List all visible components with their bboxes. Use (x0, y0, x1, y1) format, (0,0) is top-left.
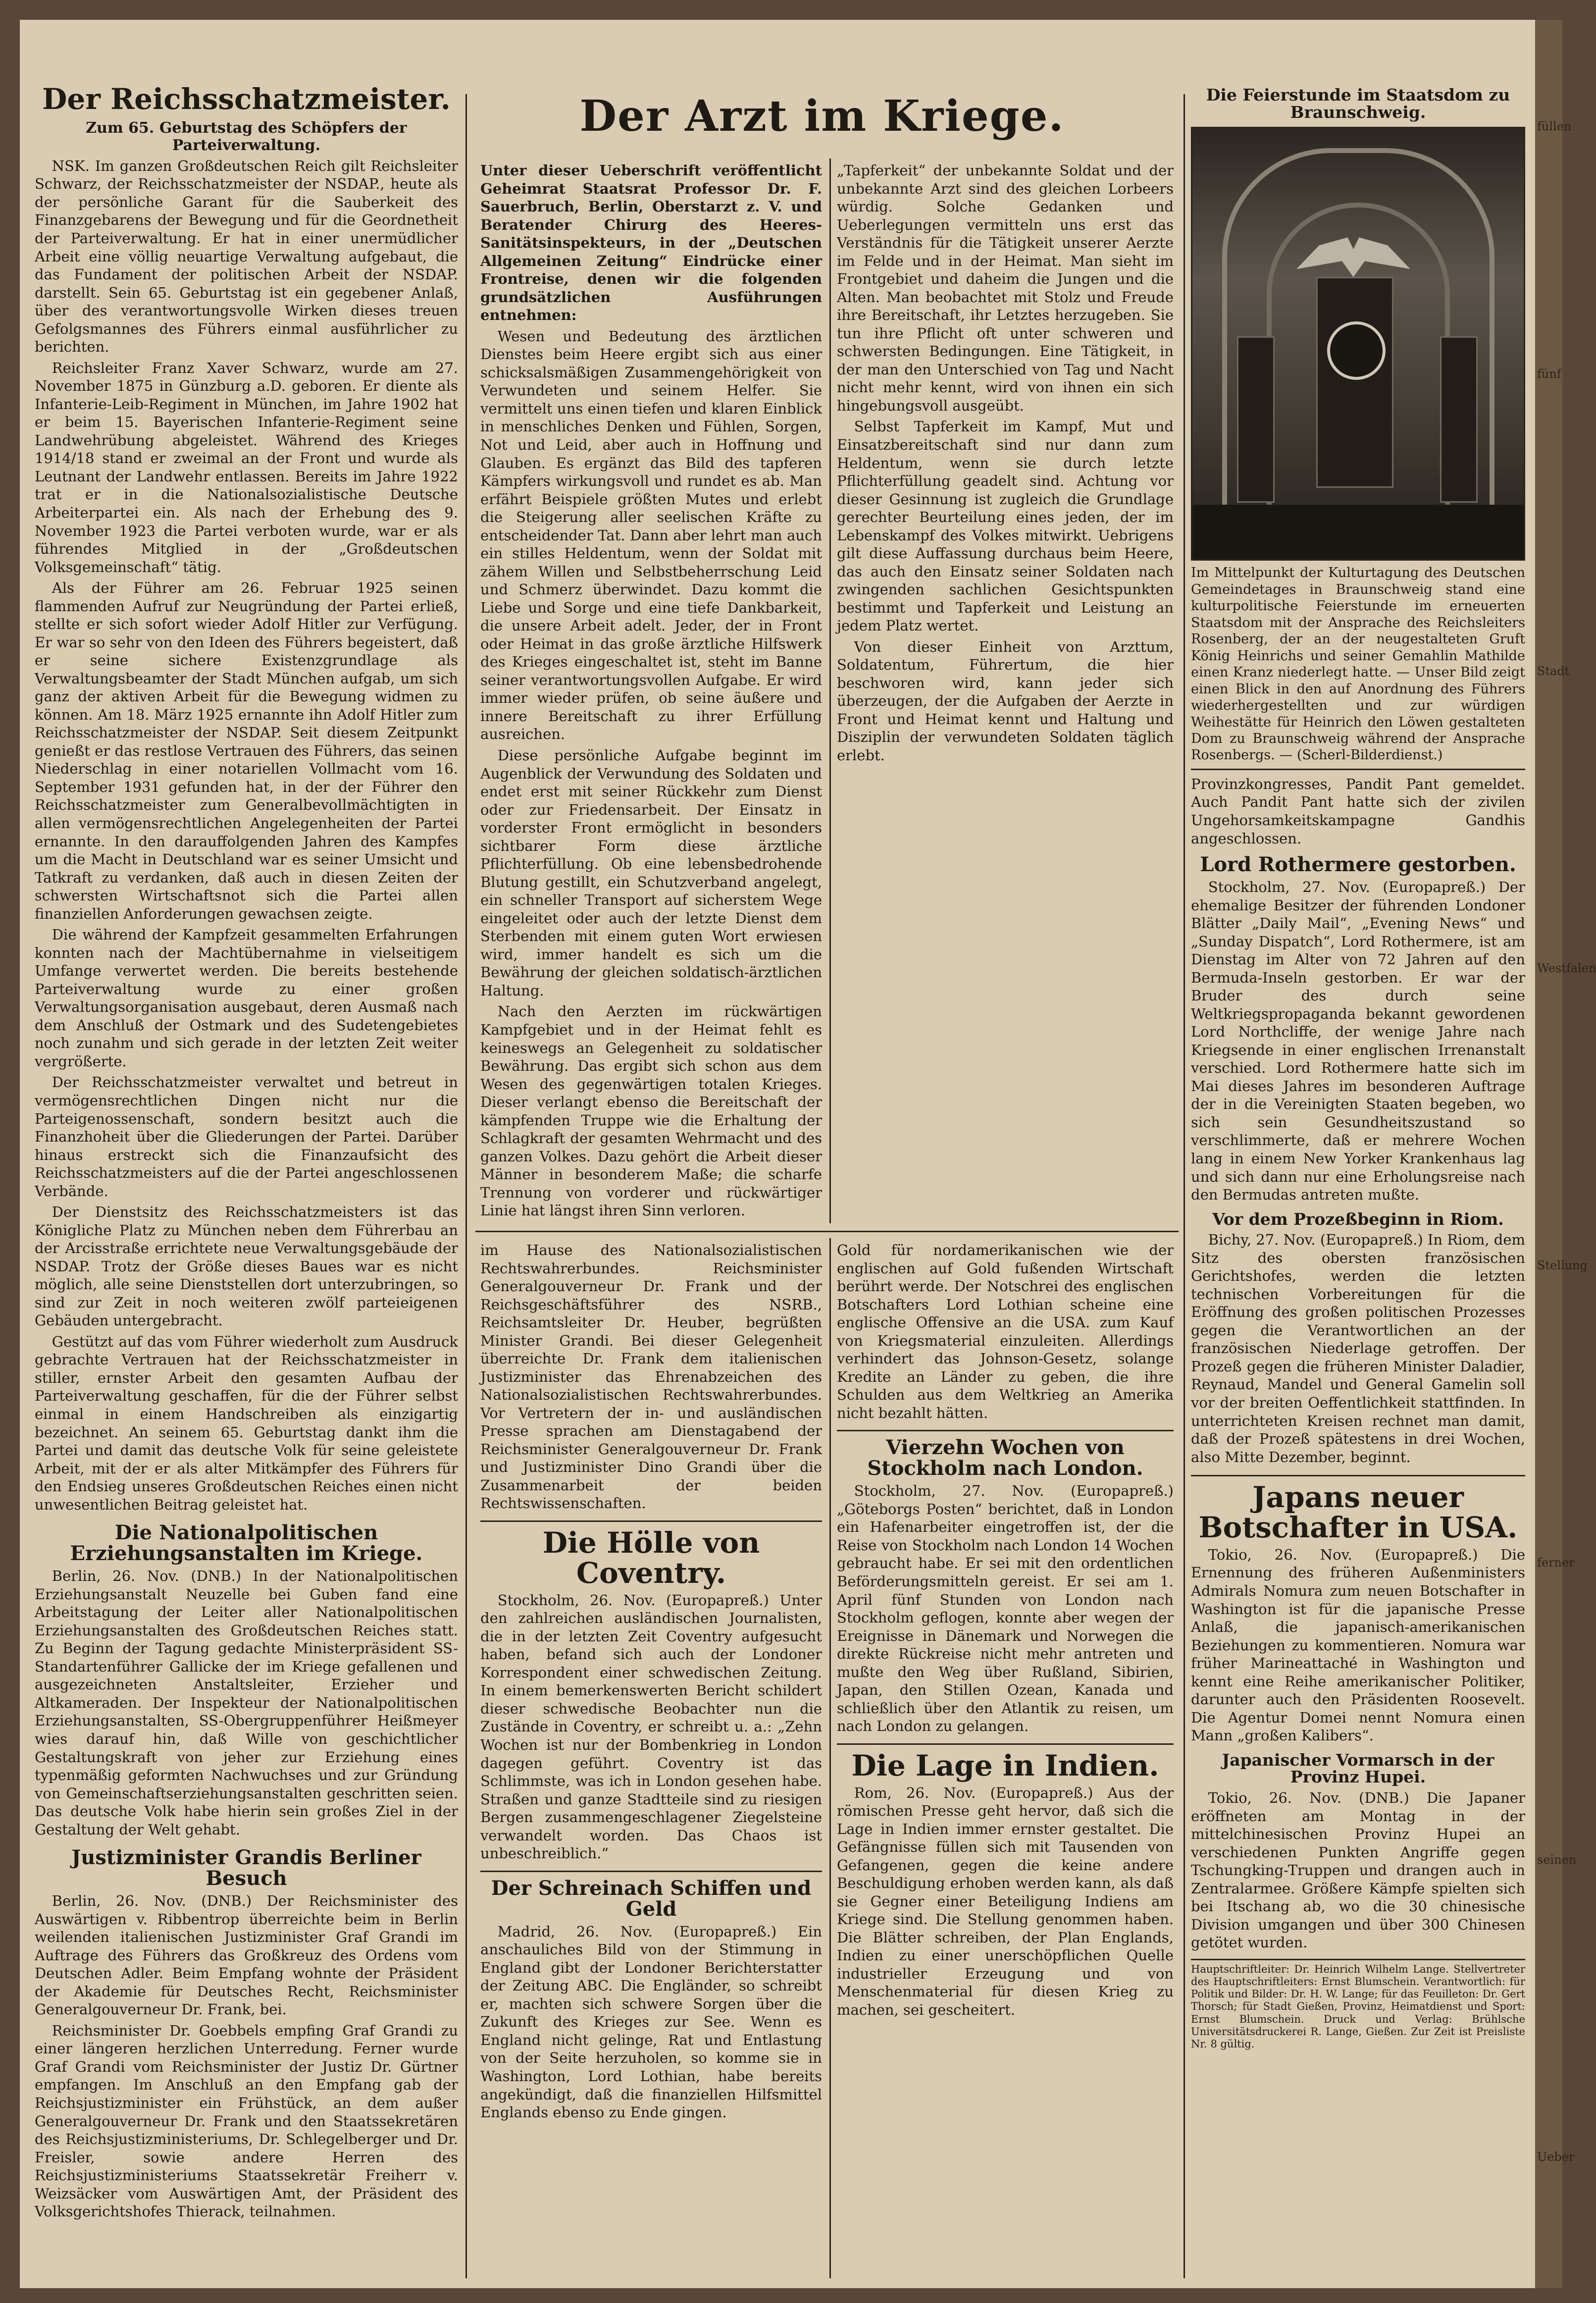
adjacent-page-fragment: fünf (1537, 367, 1561, 381)
column-rule (829, 158, 831, 1223)
adjacent-page-edge (1535, 20, 1596, 2288)
photo-title: Die Feierstunde im Staatsdom zu Braunschweig. (1206, 85, 1510, 122)
photo-caption: Im Mittelpunkt der Kulturtagung des Deutschen Gemeindetages in Braunschweig stand eine kulturpolitische Feierstunde im erneuerten Staatsdom mit der Ansprache des Reichsleiters Rosenberg, der an der neugestalteten Gruft König Heinrichs und seiner Gemahlin Mathilde einen Kranz niederlegt hatte. — Unser Bild zeigt einen Blick in den auf Anordnung des Führers wiederhergestellten und zur würdigen Weihestätte für Heinrich den Löwen gestalteten Dom zu Braunschweig während der Ansprache Rosenbergs. — (Scherl-Bilderdienst.) (1191, 565, 1525, 763)
column-rule (1184, 94, 1185, 2278)
banner-shape (1316, 277, 1393, 488)
paragraph: Provinzkongresses, Pandit Pant gemeldet. Auch Pandit Pant hatte sich der zivilen Ungehorsamkeitskampagne Gandhis angeschlossen. (1191, 775, 1525, 847)
paragraph: Der Dienstsitz des Reichsschatzmeisters ist das Königliche Platz zu München neben dem Führerbau an der Arcisstraße errichtete neue Verwaltungsgebäude der NSDAP. Trotz der Größe dieses Baues war es nicht möglich, alle seine Dienststellen dort unterzubringen, so sind zur Zeit in noch weiteren zwölf parteieigenen Gebäuden untergebracht. (35, 1204, 458, 1329)
adjacent-page-fragment: füllen (1537, 119, 1572, 133)
article-title-indien: Die Lage in Indien. (837, 1743, 1174, 1781)
adjacent-page-fragment: Westfalen (1537, 961, 1596, 975)
article-title-grandi: Justizminister Grandis Berliner Besuch (71, 1846, 421, 1890)
section-rule (475, 1231, 1179, 1232)
paragraph: Diese persönliche Aufgabe beginnt im Augenblick der Verwundung des Soldaten und endet erst mit seiner Rückkehr zum Dienst oder zur Friedensarbeit. Der Einsatz in vorderster Front ermöglicht in besonders sichtbarer Form diese ärztliche Pflichterfüllung. Ob eine lebensbedrohende Blutung gestillt, ein Schutzverband angelegt, ein schneller Transport auf sicherstem Wege eingeleitet oder auch der letzte Dienst dem Sterbenden mit einem guten Wort erwiesen wird, immer handelt es sich um die Bewährung der gleichen soldatisch-ärztlichen Haltung. (480, 747, 822, 999)
article-title-reichsschatzmeister: Der Reichsschatzmeister. (42, 82, 451, 116)
paragraph: Nach den Aerzten im rückwärtigen Kampfgebiet und in der Heimat fehlt es keineswegs an Gelegenheit zu soldatischer Bewährung. Das ergibt sich schon aus dem Wesen des gegenwärtigen totalen Krieges. Dieser verlangt ebenso die Bereitschaft der kämpfenden Truppe wie die Erhaltung der Schlagkraft der gesamten Wehrmacht und des ganzen Volkes. Dazu gehört die Arbeit dieser Männer in besonderem Maße; die scharfe Trennung von vorderer und rückwärtiger Linie hat längst ihren Sinn verloren. (480, 1003, 822, 1219)
column-rule (829, 1238, 831, 2278)
article-title-hupei: Japanischer Vormarsch in der Provinz Hupei. (1222, 1750, 1494, 1787)
paragraph: Die während der Kampfzeit gesammelten Erfahrungen konnten nach der Machtübernahme in vielseitigem Umfange verwertet werden. Die bereits bestehende Parteiverwaltung wurde zu einer großen Verwaltungsorganisation ausgebaut, deren Ausmaß nach dem Anschluß der Ostmark und des Sudetengebietes noch zunahm und sich gerade in der letzten Zeit weiter vergrößerte. (35, 926, 458, 1070)
paragraph: Stockholm, 27. Nov. (Europapreß.) „Göteborgs Posten“ berichtet, daß in London ein Hafenarbeiter eingetroffen ist, der die Reise von Stockholm nach London 14 Wochen gebraucht habe. Er sei mit den ordentlichen Beförderungsmitteln gereist. Er sei am 1. April fünf Stunden von London nach Stockholm geflogen, konnte aber wegen der Ereignisse in Dänemark und Norwegen die direkte Rückreise nicht mehr antreten und mußte den Weg über Rußland, Sibirien, Japan, den Stillen Ozean, Kanada und schließlich über den Atlantik zu reisen, um nach London zu gelangen. (837, 1482, 1174, 1735)
paragraph: Madrid, 26. Nov. (Europapreß.) Ein anschauliches Bild von der Stimmung in England gibt der Londoner Berichterstatter der Zeitung ABC. Die Engländer, so schreibt er, machten sich schwere Sorgen über die Zukunft des Krieges zur See. Wenn es England nicht gelinge, Rat und Entlastung von der Seite herzuholen, so komme sie in Washington, Lord Lothian, habe bereits angekündigt, daß die finanziellen Hilfsmittel Englands ebenso zu Ende gingen. (480, 1923, 822, 2121)
paragraph: Von dieser Einheit von Arzttum, Soldatentum, Führertum, die hier beschworen wird, kann jeder sich überzeugen, der die Aufgaben der Aerzte in Front und Heimat kennt und Haltung und Disziplin der verwundeten Soldaten täglich erlebt. (837, 638, 1174, 764)
adjacent-page-fragment: seinen (1537, 1853, 1577, 1867)
paragraph: im Hause des Nationalsozialistischen Rechtswahrerbundes. Reichsminister Generalgouverneur Dr. Frank und der Reichsgeschäftsführer des NSRB., Reichsamtsleiter Dr. Heuber, begrüßten Minister Grandi. Bei dieser Gelegenheit überreichte Dr. Frank dem italienischen Justizminister das Ehrenabzeichen des Nationalsozialistischen Rechtswahrerbundes. Vor Vertretern der in- und ausländischen Presse sprachen am Dienstagabend der Reichsminister Generalgouverneur Dr. Frank und Justizminister Dino Grandi über die Zusammenarbeit der beiden Rechtswissenschaften. (480, 1242, 822, 1512)
paragraph: Tokio, 26. Nov. (DNB.) Die Japaner eröffneten am Montag in der mittelchinesischen Provinz Hupei an verschiedenen Punkten Angriffe gegen Tschungking-Truppen und drangen auch in Zentralarmee. Größere Kämpfe spielten sich bei Itschang ab, wo die 30 chinesische Division umgangen und über 300 Chinesen getötet wurden. (1191, 1789, 1525, 1951)
paragraph: Als der Führer am 26. Februar 1925 seinen flammenden Aufruf zur Neugründung der Partei erließ, stellte er sich sofort wieder Adolf Hitler zur Verfügung. Er war so sehr von den Ideen des Führers begeistert, daß er seine sichere Existenzgrundlage als Verwaltungsbeamter der Stadt München aufgab, um sich ganz der aktiven Arbeit für die Bewegung widmen zu können. Am 18. März 1925 ernannte ihn Adolf Hitler zum Reichsschatzmeister der NSDAP. Seit diesem Zeitpunkt genießt er das restlose Vertrauen des Führers, das seinen Niederschlag in einer notariellen Vollmacht vom 16. September 1931 gefunden hat, in der der Führer den Reichsschatzmeister zum Generalbevollmächtigten in allen vermögensrechtlichen Angelegenheiten der Partei ernannte. In den darauffolgenden Jahren des Kampfes um die Macht in Deutschland war es seiner Umsicht und Tatkraft zu verdanken, daß auch in diesen Zeiten der schwersten Wirtschaftsnot sich die Partei allen finanziellen Anforderungen gewachsen zeigte. (35, 579, 458, 922)
floor-shape (1192, 505, 1524, 559)
paragraph: Rom, 26. Nov. (Europapreß.) Aus der römischen Presse geht hervor, daß sich die Lage in Indien immer ernster gestaltet. Die Gefängnisse füllen sich mit Tausenden von Gefangenen, gegen die keine andere Beschuldigung erhoben werden kann, als daß sie Gegner einer Beteiligung Indiens am Kriege sind. Die Stellung genommen haben. Die Blätter schreiben, der Plan Englands, Indien zu einer unerschöpflichen Quelle industrieller Erzeugung und von Menschenmaterial für diesen Krieg zu machen, sei gescheitert. (837, 1784, 1174, 2019)
right-column (1191, 87, 1525, 2278)
paragraph: „Tapferkeit“ der unbekannte Soldat und der unbekannte Arzt sind des gleichen Lorbeers würdig. Solche Gedanken und Ueberlegungen vermitteln uns erst das Verständnis für die Tätigkeit unserer Aerzte im Felde und in der Heimat. Man sieht im Frontgebiet und daheim die Jungen und die Alten. Man beobachtet mit Stolz und Freude ihre Bereitschaft, ihr Letztes herzugeben. Sie tun ihre Pflicht oft unter schweren und schwersten Bedingungen. Eine Tätigkeit, in der man den Unterschied von Tag und Nacht nicht mehr kennt, wird von ihnen ein sich hingebungsvoll ausgeübt. (837, 162, 1174, 414)
left-column (35, 84, 458, 2278)
paragraph: Der Reichsschatzmeister verwaltet und betreut in vermögensrechtlichen Dingen nicht nur die Parteigenossenschaft, sondern besitzt auch die Finanzhoheit über die Gliederungen der Partei. Darüber hinaus erstreckt sich die Finanzaufsicht des Reichsschatzmeisters auf die der Partei angeschlossenen Verbände. (35, 1074, 458, 1200)
center-article-right (837, 158, 1174, 1223)
paragraph: Berlin, 26. Nov. (DNB.) Der Reichsminister des Auswärtigen v. Ribbentrop überreichte beim in Berlin weilenden italienischen Justizminister Graf Grandi im Auftrage des Führers das Großkreuz des Ordens vom Deutschen Adler. Beim Empfang wohnte der Präsident der Akademie für Deutsches Recht, Reichsminister Generalgouverneur Dr. Frank, bei. (35, 1892, 458, 2018)
article-title-vierzehn-wochen: Vierzehn Wochen von Stockholm nach London. (837, 1430, 1174, 1479)
paragraph: Reichsleiter Franz Xaver Schwarz, wurde am 27. November 1875 in Günzburg a.D. geboren. Er diente als Infanterie-Leib-Regiment in München, im Jahre 1902 hat er beim 15. Bayerischen Infanterie-Regiment seine Landwehrübung abgeleistet. Während des Krieges 1914/18 stand er zweimal an der Front und wurde als Leutnant der Landwehr entlassen. Bereits im Jahre 1922 trat er in die Nationalsozialistische Deutsche Arbeiterpartei ein. Als nach der Erhebung des 9. November 1923 die Partei verboten wurde, war er als führendes Mitglied in der „Großdeutschen Volksgemeinschaft“ tätig. (35, 359, 458, 576)
section-rule (1191, 769, 1525, 770)
paragraph: Reichsminister Dr. Goebbels empfing Graf Grandi zu einer längeren herzlichen Unterredung. Ferner wurde Graf Grandi vom Reichsminister der Justiz Dr. Gürtner empfangen. Im Anschluß an den Empfang gab der Reichsjustizminister ein Frühstück, an dem außer Generalgouverneur Dr. Frank und den Staatssekretären des Reichsjustizministeriums, Dr. Schlegelberger und Dr. Freisler, sowie andere Herren des Reichsjustizministeriums Staatssekretär Freiherr v. Weizsäcker vom Auswärtigen Amt, der Präsident des Volksgerichtshofes Thierack, teilnahmen. (35, 2022, 458, 2220)
paragraph: Stockholm, 27. Nov. (Europapreß.) Der ehemalige Besitzer der führenden Londoner Blätter „Daily Mail“, „Evening News“ und „Sunday Dispatch“, Lord Rothermere, ist am Dienstag im Alter von 72 Jahren auf den Bermuda-Inseln gestorben. Er war der Bruder des durch seine Weltkriegspropaganda bekannt gewordenen Lord Northcliffe, der wenige Jahre nach Kriegsende in einer englischen Irrenanstalt verschied. Lord Rothermere hatte sich im Mai dieses Jahres im besonderen Auftrage der in die Vereinigten Staaten begeben, wo sich sein Gesundheitszustand so verschlimmerte, daß er mehrere Wochen lang in einem New Yorker Krankenhaus lag und sich dann nur eine Erholungsreise nach den Bermudas antreten mußte. (1191, 879, 1525, 1204)
article-title-riom: Vor dem Prozeßbeginn in Riom. (1212, 1209, 1504, 1229)
article-subtitle-reichsschatzmeister: Zum 65. Geburtstag des Schöpfers der Parteiverwaltung. (86, 119, 407, 154)
paragraph: Berlin, 26. Nov. (DNB.) In der Nationalpolitischen Erziehungsanstalt Neuzelle bei Guben fand eine Arbeitstagung der Leiter aller Nationalpolitischen Erziehungsanstalten des Großdeutschen Reiches statt. Zu Beginn der Tagung gedachte Ministerpräsident SS-Standartenführer Gallicke der im Kriege gefallenen und ausgezeichneten Anstaltsleiter, Erzieher und Altkameraden. Der Inspekteur der Nationalpolitischen Erziehungsanstalten, SS-Obergruppenführer Heißmeyer wies darauf hin, daß Wille von geschichtlicher Gestaltungskraft von jeher zur Erziehung eines typenmäßig geformten Nachwuchses und zur Gründung von Gemeinschaftserziehungsanstalten geschritten seien. Das deutsche Volk habe hierin sein großes Ziel in der Gestaltung der Welt gehabt. (35, 1568, 458, 1838)
middle-lower-left (480, 1238, 822, 2278)
imprint: Hauptschriftleiter: Dr. Heinrich Wilhelm Lange. Stellvertreter des Hauptschriftleiters: Ernst Blumschein. Verantwortlich: für Politik und Bilder: Dr. H. W. Lange; für das Feuilleton: Dr. Gert Thorsch; für Stadt Gießen, Provinz, Heimatdienst und Sport: Ernst Blumschein. Druck und Verlag: Brühlsche Universitätsdruckerei R. Lange, Gießen. Zur Zeit ist Preisliste Nr. 8 gültig. (1191, 1959, 1525, 2050)
paragraph: Stockholm, 26. Nov. (Europapreß.) Unter den zahlreichen ausländischen Journalisten, die in der letzten Zeit Coventry aufgesucht haben, befand sich auch der Londoner Korrespondent einer schwedischen Zeitung. In einem bemerkenswerten Bericht schildert dieser schwedische Beobachter nun die Zustände in Coventry, er schreibt u. a.: „Zehn Wochen ist nur der Bombenkrieg in London dagegen geführt. Coventry ist das Schlimmste, was ich in London gesehen habe. Straßen und ganze Stadtteile sind zu riesigen Bergen zusammengeschlagener Ziegelsteine verwandelt worden. Das Chaos ist unbeschreiblich.“ (480, 1591, 822, 1862)
column-rule (465, 94, 467, 2278)
paragraph: NSK. Im ganzen Großdeutschen Reich gilt Reichsleiter Schwarz, der Reichsschatzmeister der NSDAP., heute als der persönliche Garant für die Sauberkeit des Finanzgebarens der Bewegung und für die Geordnetheit der Parteiverwaltung. Er hat in einer unermüdlicher Arbeit eine völlig neuartige Verwaltung aufgebaut, die das Fundament der politischen Arbeit der NSDAP. darstellt. Sein 65. Geburtstag ist ein gegebener Anlaß, über des verantwortungsvolle Wirken dieses treuen Gefolgsmannes des Führers einmal ausführlicher zu berichten. (35, 157, 458, 356)
article-title-japan: Japans neuer Botschafter in USA. (1191, 1475, 1525, 1543)
adjacent-page-fragment: Stadt (1537, 664, 1570, 678)
paragraph: Bichy, 27. Nov. (Europapreß.) In Riom, dem Sitz des obersten französischen Gerichtshofes, werden die letzten technischen Vorbereitungen für die Eröffnung des großen politischen Prozesses gegen die Verantwortlichen an der französischen Niederlage getroffen. Der Prozeß gegen die früheren Minister Daladier, Reynaud, Mandel und General Gamelin soll vor der breiten Oeffentlichkeit stattfinden. In unterrichteten Kreisen rechnet man damit, daß der Prozeß spätestens in drei Wochen, also Mitte Dezember, beginnt. (1191, 1231, 1525, 1466)
banner-shape (1237, 336, 1275, 503)
main-headline: Der Arzt im Kriege. (579, 91, 1065, 141)
paragraph: Gestützt auf das vom Führer wiederholt zum Ausdruck gebrachte Vertrauen hat der Reichsschatzmeister in stiller, ernster Arbeit den gesamten Aufbau der Parteiverwaltung geschaffen, für die der Führer selbst einmal in einem Handschreiben als einzigartig bezeichnet. An seinem 65. Geburtstag dankt ihm die Partei und damit das deutsche Volk für seine geleistete Arbeit, mit der er als alter Mitkämpfer des Führers für den Endsieg unseres Großdeutschen Reiches einen nicht unwesentlichen Beitrag geleistet hat. (35, 1333, 458, 1513)
adjacent-page-fragment: Ueber (1537, 2150, 1575, 2164)
swastika-emblem (1327, 321, 1386, 380)
newspaper-page (20, 20, 1535, 2288)
middle-lower-right (837, 1238, 1174, 2278)
paragraph: Tokio, 26. Nov. (Europapreß.) Die Ernennung des früheren Außenministers Admirals Nomura zum neuen Botschafter in Washington ist für die japanische Presse Anlaß, die japanisch-amerikanischen Beziehungen zu kommentieren. Nomura war früher Marineattaché in Washington und kennt eine Reihe amerikanischer Politiker, darunter auch den Präsidenten Roosevelt. Die Agentur Domei nennt Nomura einen Mann „großen Kalibers“. (1191, 1546, 1525, 1744)
article-title-erziehungsanstalten: Die Nationalpolitischen Erziehungsanstalten im Kriege. (70, 1521, 423, 1566)
paragraph: Selbst Tapferkeit im Kampf, Mut und Einsatzbereitschaft sind nur dann zum Heldentum, wenn sie durch letzte Pflichterfüllung geadelt sind. Achtung vor dieser Gesinnung ist zugleich die Grundlage gerechter Beurteilung eines jeden, der im Lebenskampf des Volkes mitwirkt. Uebrigens gilt diese Auffassung durchaus beim Heere, das auch den Einsatz seiner Soldaten nach zwingenden sachlichen Gesichtspunkten bestimmt und Tapferkeit und Leistung an jedem Platz wertet. (837, 418, 1174, 634)
paragraph: Gold für nordamerikanischen wie der englischen auf Gold fußenden Wirtschaft berührt werde. Der Notschrei des englischen Botschafters Lord Lothian scheine eine englische Offensive an die USA. zum Kauf von Kriegsmaterial einzuleiten. Allerdings verhindert das Johnson-Gesetz, solange Kredite an Länder zu geben, die ihre Schulden aus dem Weltkrieg an Amerika nicht bezahlt hätten. (837, 1242, 1174, 1421)
center-article-left (480, 158, 822, 1223)
cathedral-photo (1191, 127, 1525, 561)
article-title-rothermere: Lord Rothermere gestorben. (1200, 853, 1516, 877)
article-title-coventry: Die Hölle von Coventry. (480, 1520, 822, 1588)
paragraph: Wesen und Bedeutung des ärztlichen Dienstes beim Heere ergibt sich aus einer schicksalsmäßigen Zusammengehörigkeit von Verwundeten und seinem Helfer. Sie vermittelt uns einen tiefen und klaren Einblick in menschliches Denken und Fühlen, Sorgen, Not und Leid, aber auch in Hoffnung und Glauben. Es ergänzt das Bild des tapferen Kämpfers wirkungsvoll und rundet es ab. Man erfährt Beispiele größten Mutes und erlebt die Steigerung aller seelischen Kräfte zu entscheidender Tat. Dann aber lehrt man auch ein stilles Heldentum, wenn der Soldat mit zähem Willen und Selbstbeherrschung Leid und Schmerz überwindet. Dazu kommt die Liebe und Sorge und eine tiefe Dankbarkeit, die unsere Arbeit adelt. Jeder, der in Front oder Heimat in das große ärztliche Hilfswerk des Krieges eingeschaltet ist, steht im Banne seiner verantwortungsvollen Aufgabe. Er wird immer wieder prüfen, ob seine äußere und innere Bereitschaft zu ihrer Erfüllung ausreichen. (480, 327, 822, 743)
banner-shape (1440, 336, 1478, 503)
adjacent-page-fragment: Stellung (1537, 1258, 1588, 1272)
article-title-schiffen-gold: Der Schreinach Schiffen und Geld (480, 1871, 822, 1920)
adjacent-page-fragment: ferner (1537, 1556, 1575, 1570)
article-intro: Unter dieser Ueberschrift veröffentlicht Geheimrat Staatsrat Professor Dr. F. Sauerbruch, Berlin, Oberstarzt z. V. und Beratender Chirurg des Heeres-Sanitätsinspekteurs, in der „Deutschen Allgemeinen Zeitung“ Eindrücke einer Frontreise, denen wir die folgenden grundsätzlichen Ausführungen entnehmen: (480, 162, 822, 324)
